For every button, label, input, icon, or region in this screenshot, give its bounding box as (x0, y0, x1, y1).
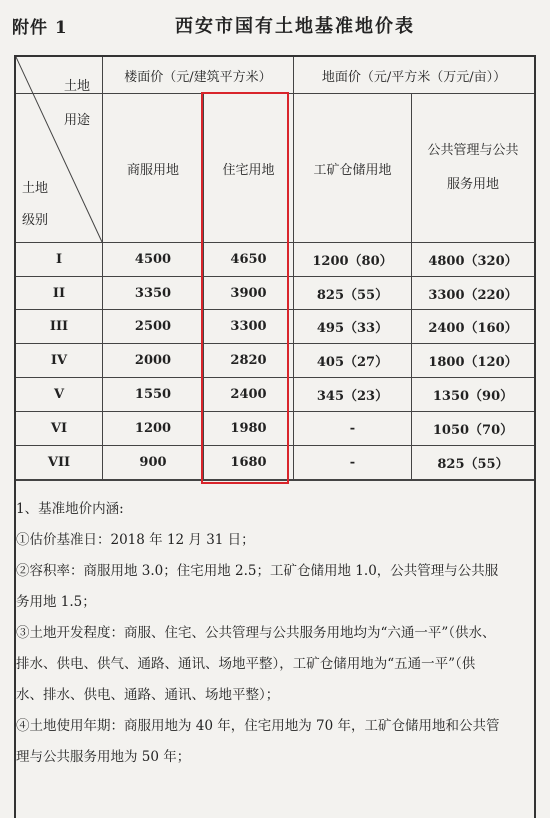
commercial-cell: 2000 (134, 353, 172, 368)
industrial-cell: - (349, 455, 356, 470)
industrial-cell: 345（23） (316, 389, 389, 404)
col-header-public-line: 服务用地 (446, 177, 499, 192)
industrial-cell: 495（33） (316, 321, 389, 336)
note-heading: 1、基准地价内涵: (16, 501, 124, 517)
grade-cell: I (55, 252, 63, 267)
residential-cell: 2400 (230, 387, 267, 402)
residential-cell: 2820 (230, 353, 267, 368)
commercial-cell: 2500 (134, 319, 172, 334)
note-line: ③土地开发程度：商服、住宅、公共管理与公共服务用地均为“六通一平”（供水、 (16, 625, 496, 641)
col-header-industrial: 工矿仓储用地 (313, 162, 392, 178)
grade-cell: V (53, 387, 65, 402)
commercial-cell: 1200 (134, 421, 172, 436)
col-header-public (412, 94, 534, 242)
public-cell: 2400（160） (428, 321, 518, 336)
residential-cell: 3300 (230, 319, 267, 334)
residential-cell: 4650 (230, 252, 267, 267)
note-line: ④土地使用年期：商服用地为 40 年，住宅用地为 70 年，工矿仓储用地和公共管 (16, 718, 500, 734)
industrial-cell: 825（55） (316, 288, 389, 303)
note-line: 务用地 1.5； (16, 594, 96, 610)
industrial-cell: - (349, 421, 356, 436)
grade-cell: VI (50, 421, 68, 436)
grade-cell: VII (47, 455, 71, 470)
corner-level-label: 级别 (22, 213, 49, 228)
public-cell: 3300（220） (428, 288, 518, 303)
industrial-cell: 1200（80） (312, 254, 393, 269)
residential-cell: 1980 (230, 421, 267, 436)
public-cell: 1350（90） (432, 389, 514, 404)
grade-cell: III (49, 319, 69, 334)
note-line: 水、排水、供电、通路、通讯、场地平整）； (16, 687, 280, 703)
page-title: 西安市国有土地基准地价表 (175, 16, 415, 37)
public-cell: 4800（320） (428, 254, 518, 269)
corner-use-label: 土地 (64, 79, 91, 94)
commercial-cell: 4500 (134, 252, 172, 267)
floor-price-header: 楼面价（元/建筑平方米） (124, 69, 272, 85)
col-header-commercial: 商服用地 (126, 162, 179, 178)
corner-use-label: 用途 (64, 113, 91, 128)
col-header-public-line: 公共管理与公共 (427, 143, 519, 158)
commercial-cell: 900 (139, 455, 167, 470)
grade-cell: IV (50, 353, 68, 368)
residential-cell: 3900 (230, 286, 267, 301)
public-cell: 825（55） (437, 457, 509, 472)
note-line: 理与公共服务用地为 50 年； (16, 749, 191, 765)
residential-cell: 1680 (230, 455, 267, 470)
notes-section (16, 494, 532, 773)
residential-highlight-box (201, 92, 289, 484)
grade-cell: II (52, 286, 66, 301)
col-header-residential: 住宅用地 (222, 162, 275, 178)
note-line: ②容积率：商服用地 3.0；住宅用地 2.5；工矿仓储用地 1.0，公共管理与公共服 (16, 563, 499, 579)
land-price-header: 地面价（元/平方米（万元/亩）） (321, 69, 507, 85)
industrial-cell: 405（27） (316, 355, 389, 370)
attachment-label: 附件 1 (12, 18, 68, 38)
corner-level-label: 土地 (22, 181, 49, 196)
note-line: 排水、供电、供气、通路、通讯、场地平整），工矿仓储用地为“五通一平”（供 (16, 656, 476, 672)
note-line: ①估价基准日：2018 年 12 月 31 日； (16, 532, 255, 548)
commercial-cell: 3350 (134, 286, 172, 301)
commercial-cell: 1550 (134, 387, 172, 402)
public-cell: 1800（120） (428, 355, 518, 370)
public-cell: 1050（70） (432, 423, 514, 438)
